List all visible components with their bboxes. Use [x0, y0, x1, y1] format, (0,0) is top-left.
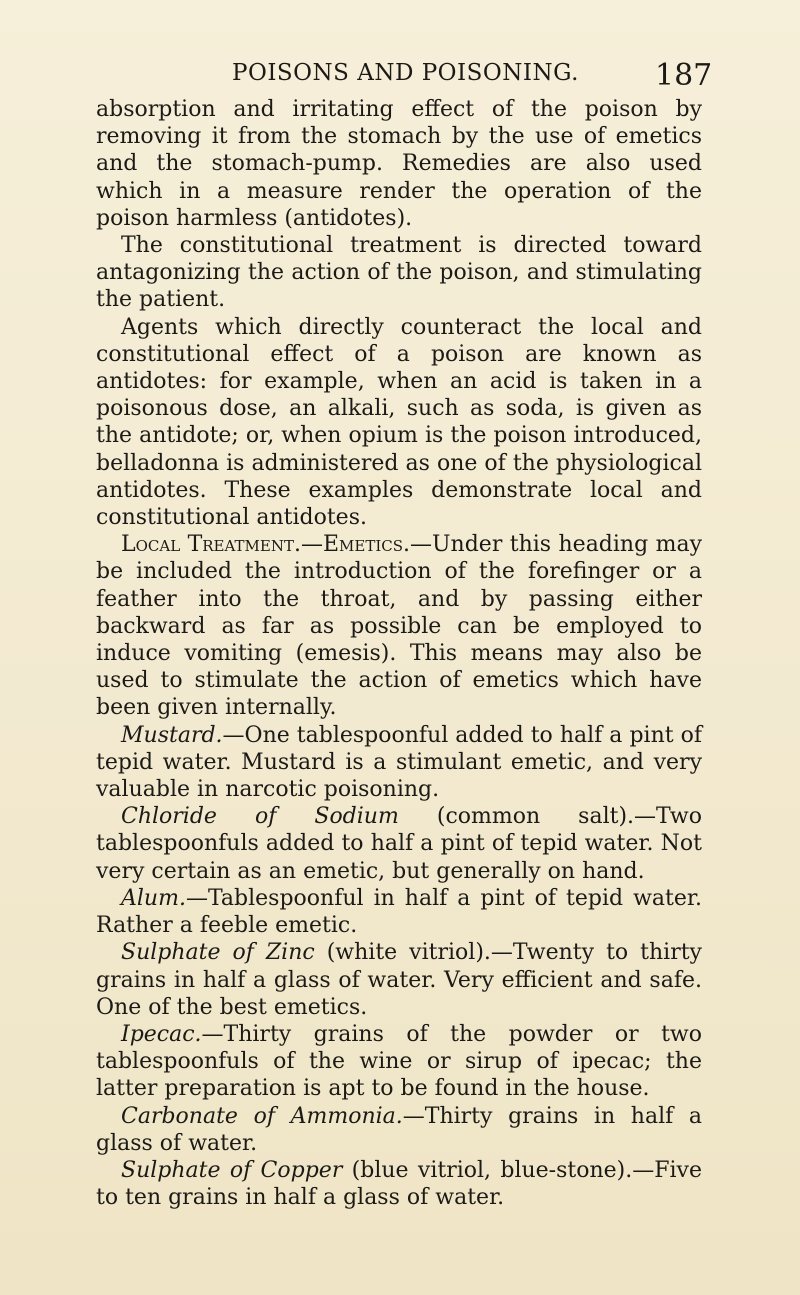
paragraph-carbonate-of-ammonia	[96, 1103, 702, 1157]
paragraph-text: (white vitriol).—Twenty to thirty grains in half a glass of water. Very efficient and safe. One of the best emetics.	[96, 940, 702, 1020]
term-chloride-of-sodium: Chloride of Sodium	[121, 804, 399, 830]
page-number: 187	[655, 58, 713, 93]
term-mustard: Mustard.	[121, 722, 223, 748]
running-head-title: POISONS AND POISONING.	[232, 60, 579, 86]
paragraph-constitutional-treatment: The constitutional treatment is directed toward antagonizing the action of the poison, and stimulating the patient.	[96, 233, 702, 313]
term-carbonate-of-ammonia: Carbonate of Ammonia.	[121, 1103, 403, 1129]
term-sulphate-of-zinc: Sulphate of Zinc	[121, 940, 315, 966]
paragraph-sulphate-of-copper	[96, 1157, 702, 1211]
term-sulphate-of-copper: Sulphate of Copper	[121, 1157, 343, 1183]
term-alum: Alum.	[121, 885, 186, 911]
paragraph-ipecac	[96, 1021, 702, 1103]
paragraph-text: (common salt).—Two tablespoonfuls added to half a pint of tepid water. Not very certain as an emetic, but generally on hand.	[96, 804, 702, 884]
heading-separator: —	[300, 532, 323, 558]
running-head	[0, 58, 800, 98]
paragraph-text: (blue vitriol, blue-stone).—Five to ten grains in half a glass of water.	[96, 1157, 702, 1211]
paragraph-mustard	[96, 722, 702, 804]
term-ipecac: Ipecac.	[121, 1021, 202, 1047]
body-text	[96, 96, 702, 1211]
paragraph-text: —Thirty grains in half a glass of water.	[96, 1103, 702, 1156]
paragraph-alum	[96, 885, 702, 939]
section-heading-local-treatment: Local Treatment.	[121, 532, 301, 558]
paragraph-continuation: absorption and irritating effect of the poison by removing it from the stomach by the use of emetics and the stomach-pump. Remedies are also used which in a measure render the operation of the poison harmless (antidotes).	[96, 97, 702, 231]
paragraph-sulphate-of-zinc	[96, 939, 702, 1021]
paragraph-text: —One tablespoonful added to half a pint of tepid water. Mustard is a stimulant emetic, and very valuable in narcotic poisoning.	[96, 722, 702, 803]
paragraph-text: —Under this heading may be included the introduction of the forefinger or a feather into the throat, and by passing either backward as far as possible can be employed to induce vomiting (emesis). This means may also be used to stimulate the action of emetics which have been given internally.	[96, 532, 702, 721]
paragraph-text: —Thirty grains of the powder or two tablespoonfuls of the wine or sirup of ipecac; the latter preparation is apt to be found in the house.	[96, 1021, 702, 1102]
paragraph-chloride-of-sodium	[96, 803, 702, 885]
paragraph-local-treatment	[96, 531, 702, 721]
paragraph-antidotes: Agents which directly counteract the local and constitutional effect of a poison are known as antidotes: for example, when an acid is taken in a poisonous dose, an alkali, such as soda, is given as the antidote; or, when opium is the poison introduced, belladonna is administered as one of the physiological antidotes. These examples demonstrate local and constitutional antidotes.	[96, 314, 702, 531]
section-heading-emetics: Emetics.	[322, 532, 411, 558]
paragraph-text: —Tablespoonful in half a pint of tepid water. Rather a feeble emetic.	[96, 885, 702, 939]
